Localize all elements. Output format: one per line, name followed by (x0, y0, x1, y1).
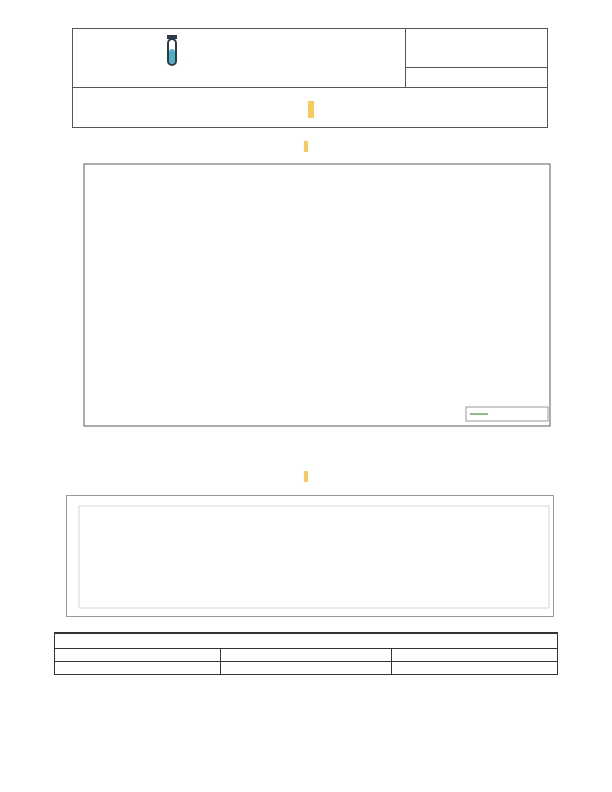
peak-table-header (392, 649, 558, 662)
title-row (72, 88, 548, 128)
peak-table-header (220, 649, 391, 662)
document-title (308, 101, 314, 118)
document-title-wrap (73, 101, 549, 119)
hplc-plot-area (79, 506, 549, 608)
hplc-chart-frame (66, 495, 554, 617)
peak-table-header-row (55, 649, 558, 662)
page-number (405, 67, 547, 88)
hplc-chart (67, 496, 553, 616)
peak-number-cell (55, 662, 221, 675)
ftir-section-title-wrap (0, 141, 612, 152)
ftir-section-title (304, 141, 308, 152)
table-row (55, 662, 558, 675)
report-header (72, 28, 548, 88)
hplc-section-title (304, 471, 308, 482)
ftir-chart (30, 158, 560, 458)
ftir-plot-area (84, 164, 550, 426)
retention-time-cell (220, 662, 391, 675)
area-cell (392, 662, 558, 675)
peak-table-header (55, 649, 221, 662)
ftir-legend (466, 407, 548, 421)
flask-icon (164, 35, 180, 67)
peak-table-caption (55, 633, 558, 649)
hplc-section-title-wrap (0, 471, 612, 482)
logo-area (73, 29, 406, 87)
report-info (405, 29, 547, 87)
peak-table (54, 632, 558, 675)
